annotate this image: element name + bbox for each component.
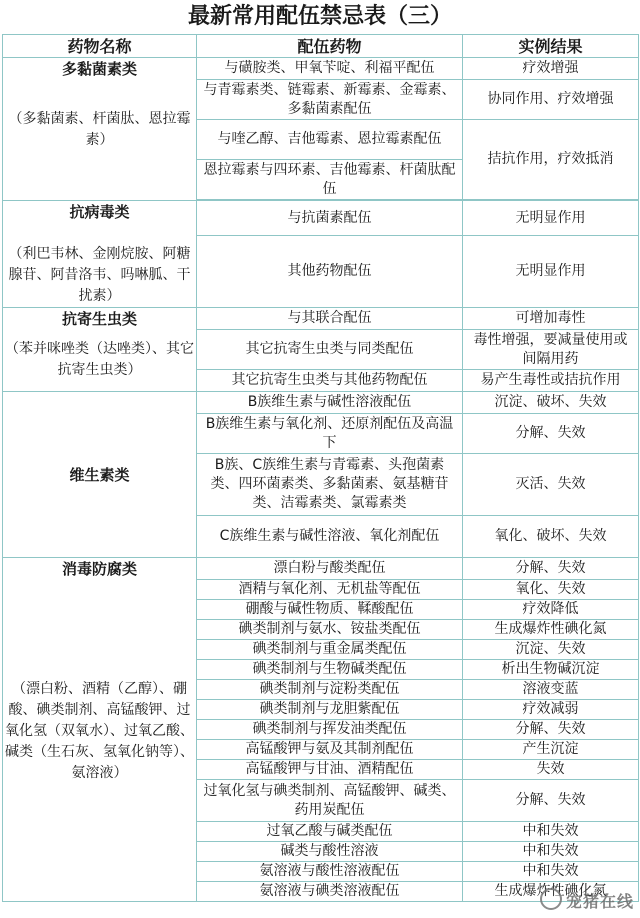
result: 失效	[463, 760, 639, 780]
header-result: 实例结果	[463, 35, 639, 58]
result: 分解、失效	[463, 558, 639, 580]
combined-drug: 高锰酸钾与甘油、酒精配伍	[197, 760, 463, 780]
header-combined-drug: 配伍药物	[197, 35, 463, 58]
header-row	[3, 35, 639, 58]
combined-drug: 与其联合配伍	[197, 308, 463, 330]
result: 产生沉淀	[463, 740, 639, 760]
result: 疗效增强	[463, 58, 639, 80]
result: 溶液变蓝	[463, 680, 639, 700]
category-name: 维生素类	[69, 466, 130, 484]
result: 灭活、失效	[463, 454, 639, 516]
combined-drug: 与抗菌素配伍	[197, 201, 463, 236]
result: 分解、失效	[463, 414, 639, 454]
combined-drug: 过氧化氢与碘类制剂、高锰酸钾、碱类、药用炭配伍	[197, 780, 463, 822]
combined-drug: 氨溶液与碘类溶液配伍	[197, 882, 463, 902]
result: 沉淀、失效	[463, 640, 639, 660]
table-row	[3, 58, 639, 80]
combined-drug: 高锰酸钾与氨及其制剂配伍	[197, 740, 463, 760]
combined-drug: B族维生素与氧化剂、还原剂配伍及高温下	[197, 414, 463, 454]
combined-drug: 其他药物配伍	[197, 236, 463, 308]
category-cell	[3, 558, 197, 902]
category-cell	[3, 201, 197, 308]
result: 毒性增强，要减量使用或间隔用药	[463, 330, 639, 370]
header-drug-name: 药物名称	[3, 35, 197, 58]
category-name: 消毒防腐类	[61, 560, 137, 578]
combined-drug: 硼酸与碱性物质、鞣酸配伍	[197, 600, 463, 620]
combined-drug: 与磺胺类、甲氧苄啶、利福平配伍	[197, 58, 463, 80]
combined-drug: 碘类制剂与重金属类配伍	[197, 640, 463, 660]
category-cell	[3, 308, 197, 392]
table-row	[3, 201, 639, 236]
combined-drug: 其它抗寄生虫类与其他药物配伍	[197, 370, 463, 392]
watermark	[540, 888, 634, 912]
combined-drug: 漂白粉与酸类配伍	[197, 558, 463, 580]
result: 析出生物碱沉淀	[463, 660, 639, 680]
result: 无明显作用	[463, 201, 639, 236]
combined-drug: 碘类制剂与生物碱类配伍	[197, 660, 463, 680]
combined-drug: 恩拉霉素与四环素、吉他霉素、杆菌肽配伍	[197, 160, 463, 200]
result: 中和失效	[463, 862, 639, 882]
result: 可增加毒性	[463, 308, 639, 330]
result: 生成爆炸性碘化氮	[463, 882, 639, 902]
result: 中和失效	[463, 822, 639, 842]
table-row	[3, 558, 639, 580]
category-members: （漂白粉、酒精（乙醇）、硼酸、碘类制剂、高锰酸钾、过氧化氢（双氧水）、过氧乙酸、碱类（生石灰、氢氧化钠等）、氨溶液）	[5, 681, 194, 781]
combined-drug: 碘类制剂与氨水、铵盐类配伍	[197, 620, 463, 640]
result: 分解、失效	[463, 720, 639, 740]
combined-drug: C族维生素与碱性溶液、氧化剂配伍	[197, 516, 463, 558]
result: 疗效减弱	[463, 700, 639, 720]
category-name: 多黏菌素类	[61, 60, 137, 78]
result: 疗效降低	[463, 600, 639, 620]
result: 易产生毒性或拮抗作用	[463, 370, 639, 392]
incompatibility-table	[2, 34, 639, 902]
result: 分解、失效	[463, 780, 639, 822]
table-row	[3, 392, 639, 414]
combined-drug: 酒精与氧化剂、无机盐等配伍	[197, 580, 463, 600]
combined-drug: 与青霉素类、链霉素、新霉素、金霉素、多黏菌素配伍	[197, 80, 463, 120]
combined-drug: 碘类制剂与淀粉类配伍	[197, 680, 463, 700]
table-row	[3, 308, 639, 330]
result: 氧化、破坏、失效	[463, 516, 639, 558]
result: 拮抗作用，疗效抵消	[463, 120, 639, 200]
combined-drug: 氨溶液与酸性溶液配伍	[197, 862, 463, 882]
category-cell	[3, 58, 197, 201]
combined-drug: 碘类制剂与龙胆紫配伍	[197, 700, 463, 720]
result: 无明显作用	[463, 236, 639, 308]
combined-drug: B族、C族维生素与青霉素、头孢菌素类、四环菌素类、多黏菌素、氨基糖苷类、洁霉素类、氯霉素类	[197, 454, 463, 516]
result: 中和失效	[463, 842, 639, 862]
watermark-text: 宠猪在线	[565, 892, 634, 911]
category-members: （苯并咪唑类（达唑类）、其它抗寄生虫类）	[5, 341, 194, 378]
combined-drug: 与喹乙醇、吉他霉素、恩拉霉素配伍	[197, 120, 463, 160]
combined-drug: B族维生素与碱性溶液配伍	[197, 392, 463, 414]
combined-drug: 碘类制剂与挥发油类配伍	[197, 720, 463, 740]
result: 氧化、失效	[463, 580, 639, 600]
combined-drug: 碱类与酸性溶液	[197, 842, 463, 862]
watermark-logo-icon	[540, 888, 562, 910]
result: 协同作用、疗效增强	[463, 80, 639, 120]
page-title: 最新常用配伍禁忌表（三）	[187, 4, 452, 29]
category-cell	[3, 392, 197, 558]
result: 生成爆炸性碘化氮	[463, 620, 639, 640]
category-name: 抗病毒类	[69, 203, 130, 221]
combined-drug: 过氧乙酸与碱类配伍	[197, 822, 463, 842]
category-name: 抗寄生虫类	[61, 310, 137, 328]
category-members: （多黏菌素、杆菌肽、恩拉霉素）	[8, 111, 191, 148]
combined-drug: 其它抗寄生虫类与同类配伍	[197, 330, 463, 370]
category-members: （利巴韦林、金刚烷胺、阿糖腺苷、阿昔洛韦、吗啉胍、干扰素）	[8, 246, 191, 304]
result: 沉淀、破坏、失效	[463, 392, 639, 414]
